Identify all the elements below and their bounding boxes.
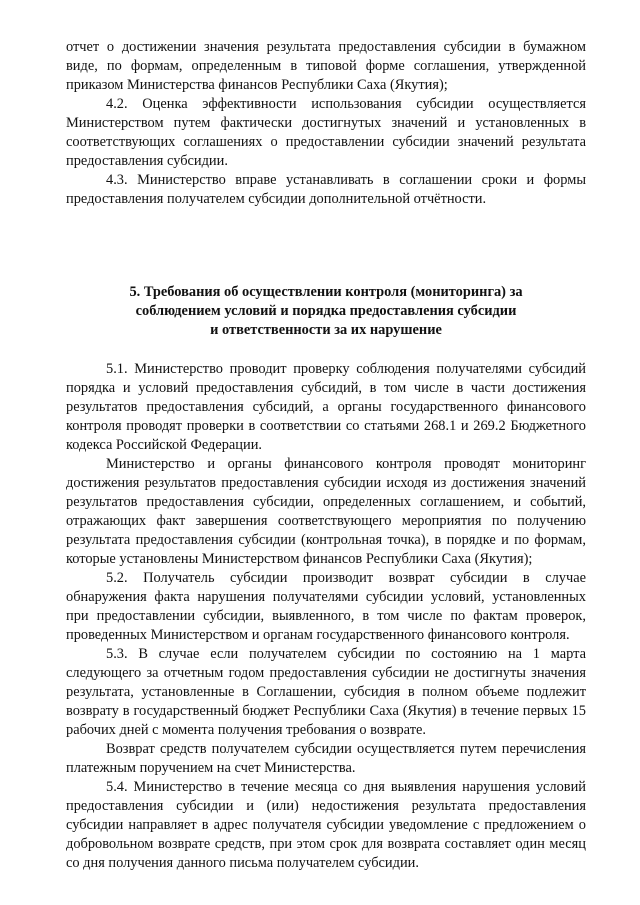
- paragraph-return: Возврат средств получателем субсидии осуществляется путем перечисления платежным поручением на счет Министерства.: [66, 741, 586, 776]
- paragraph-5-1: 5.1. Министерство проводит проверку соблюдения получателями субсидий порядка и условий предоставления субсидий, в том числе в части достижения результатов предоставления субсидий, а органы государственного финансового контроля проводят проверки в соответствии со статьями 268.1 и 269.2 Бюджетного кодекса Российской Федерации.: [66, 361, 586, 453]
- document-page: [66, 38, 586, 873]
- paragraph-5-3: 5.3. В случае если получателем субсидии по состоянию на 1 марта следующего за отчетным годом предоставления субсидии не достигнуты значения результата, установленные в Соглашении, субсидия в полном объеме подлежит возврату в государственный бюджет Республики Саха (Якутия) в течение первых 15 рабочих дней с момента получения требования о возврате.: [66, 646, 586, 738]
- section-5-heading-line-3: и ответственности за их нарушение: [210, 322, 442, 338]
- paragraph-5-4: 5.4. Министерство в течение месяца со дня выявления нарушения условий предоставления субсидии и (или) недостижения результата предоставления субсидии направляет в адрес получателя субсидии уведомление с предложением о добровольном возврате средств, при этом срок для возврата составляет один месяц со дня получения данного письма получателем субсидии.: [66, 779, 586, 871]
- paragraph-4-2: 4.2. Оценка эффективности использования субсидии осуществляется Министерством путем фактически достигнутых значений и установленных в соответствующих соглашениях о предоставлении субсидии значений результата предоставления субсидии.: [66, 96, 586, 169]
- paragraph-4-1-continued: отчет о достижении значения результата предоставления субсидии в бумажном виде, по формам, определенным в типовой форме соглашения, утвержденной приказом Министерства финансов Республики Саха (Якутия);: [66, 39, 586, 93]
- heading-spacer: [66, 340, 586, 360]
- section-5-heading: [66, 283, 586, 340]
- section-5-heading-line-2: соблюдением условий и порядка предоставления субсидии: [135, 303, 517, 319]
- paragraph-4-3: 4.3. Министерство вправе устанавливать в соглашении сроки и формы предоставления получателем субсидии дополнительной отчётности.: [66, 172, 586, 207]
- paragraph-5-2: 5.2. Получатель субсидии производит возврат субсидии в случае обнаружения факта нарушения получателями субсидии условий, установленных при предоставлении субсидии, выявленного, в том числе по фактам проверок, проведенных Министерством и органам государственного финансового контроля.: [66, 570, 586, 643]
- section-5-heading-line-1: 5. Требования об осуществлении контроля (мониторинга) за: [129, 284, 523, 300]
- paragraph-monitoring: Министерство и органы финансового контроля проводят мониторинг достижения результатов предоставления субсидии исходя из достижения значений результатов предоставления субсидии, определенных соглашением, и событий, отражающих факт завершения соответствующего мероприятия по получению результата предоставления субсидии (контрольная точка), в порядке и по формам, которые установлены Министерством финансов Республики Саха (Якутия);: [66, 456, 586, 567]
- section-spacer: [66, 209, 586, 283]
